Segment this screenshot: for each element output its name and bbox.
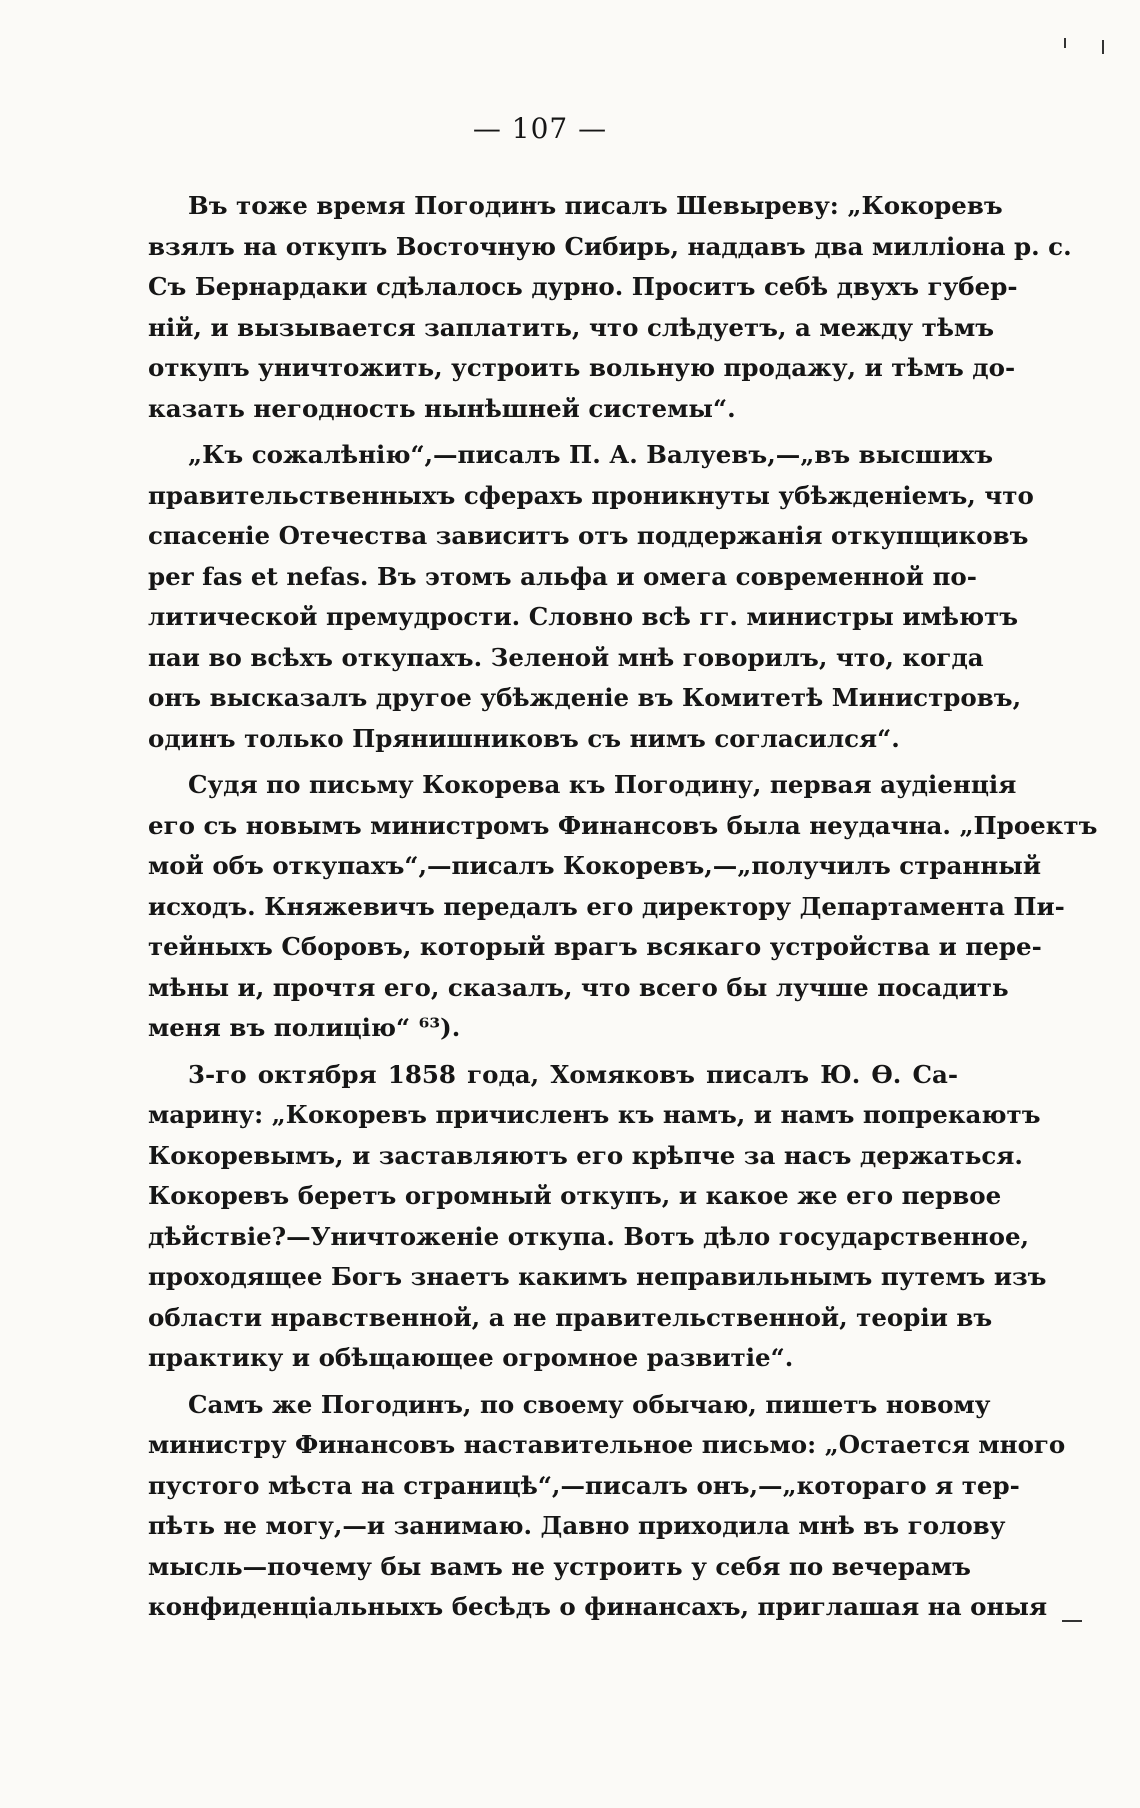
text-line: пустого мѣста на страницѣ“,—писалъ онъ,—„котораго я тер- <box>148 1470 1020 1500</box>
text-line: спасеніе Отечества зависитъ отъ поддержанія откупщиковъ <box>148 521 1029 550</box>
text-line: тейныхъ Сборовъ, который врагъ всякаго устройства и пере- <box>148 932 1042 961</box>
body-text <box>148 186 1098 1634</box>
text-line: мой объ откупахъ“,—писалъ Кокоревъ,—„получилъ странный <box>148 851 1042 880</box>
text-line: Кокоревъ беретъ огромный откупъ, и какое же его первое <box>148 1181 1002 1210</box>
text-line: онъ высказалъ другое убѣжденіе въ Комитетѣ Министровъ, <box>148 683 1022 712</box>
text-line: марину: „Кокоревъ причисленъ къ намъ, и намъ попрекаютъ <box>148 1100 1041 1129</box>
page-number: — 107 — <box>472 112 608 145</box>
text-line: 3-го октября 1858 года, Хомяковъ писалъ Ю. Ѳ. Са- <box>188 1059 958 1089</box>
text-line: конфиденціальныхъ бесѣдъ о финансахъ, приглашая на оныя <box>148 1592 1048 1621</box>
text-line: практику и обѣщающее огромное развитіе“. <box>148 1343 794 1372</box>
text-line: мѣны и, прочтя его, сказалъ, что всего бы лучше посадить <box>148 972 1009 1002</box>
text-line: ній, и вызывается заплатить, что слѣдуетъ, а между тѣмъ <box>148 312 995 342</box>
text-line: Кокоревымъ, и заставляютъ его крѣпче за насъ держаться. <box>148 1140 1023 1170</box>
text-line: пѣть не могу,—и занимаю. Давно приходила мнѣ въ голову <box>148 1511 1006 1540</box>
text-line: per fas et nefas. Въ этомъ альфа и омега современной по- <box>148 561 977 591</box>
text-line: министру Финансовъ наставительное письмо: „Остается много <box>148 1430 1066 1459</box>
text-line: области нравственной, а не правительственной, теоріи въ <box>148 1302 993 1332</box>
text-line: меня въ полицію“ ⁶³). <box>148 1013 461 1042</box>
paragraph-1 <box>148 186 1072 429</box>
text-line: паи во всѣхъ откупахъ. Зеленой мнѣ говорилъ, что, когда <box>148 642 984 672</box>
text-line: проходящее Богъ знаетъ какимъ неправильнымъ путемъ изъ <box>148 1262 1047 1291</box>
paragraph-3 <box>148 765 1098 1049</box>
paragraph-4 <box>148 1055 1047 1379</box>
text-line: Судя по письму Кокорева къ Погодину, первая аудіенція <box>188 770 1017 799</box>
paragraph-2 <box>148 435 1034 759</box>
text-line: взялъ на откупъ Восточную Сибирь, наддавъ два милліона р. с. <box>148 231 1072 261</box>
text-line: Въ тоже время Погодинъ писалъ Шевыреву: „Кокоревъ <box>188 191 1003 220</box>
text-line: откупъ уничтожить, устроить вольную продажу, и тѣмъ до- <box>148 353 1016 382</box>
scan-speck <box>1064 38 1066 48</box>
scan-speck <box>1062 1620 1082 1622</box>
text-line: исходъ. Княжевичъ передалъ его директору Департамента Пи- <box>148 891 1065 921</box>
text-line: литической премудрости. Словно всѣ гг. министры имѣютъ <box>148 602 1019 631</box>
text-line: дѣйствіе?—Уничтоженіе откупа. Вотъ дѣло государственное, <box>148 1221 1030 1251</box>
text-line: его съ новымъ министромъ Финансовъ была неудачна. „Проектъ <box>148 810 1098 840</box>
text-line: Съ Бернардаки сдѣлалось дурно. Проситъ себѣ двухъ губер- <box>148 272 1018 301</box>
text-line: Самъ же Погодинъ, по своему обычаю, пишетъ новому <box>188 1389 991 1419</box>
text-line: казать негодность нынѣшней системы“. <box>148 393 736 423</box>
text-line: одинъ только Прянишниковъ съ нимъ согласился“. <box>148 723 900 753</box>
text-line: мысль—почему бы вамъ не устроить у себя по вечерамъ <box>148 1551 971 1581</box>
text-line: правительственныхъ сферахъ проникнуты убѣжденіемъ, что <box>148 480 1034 510</box>
text-line: „Къ сожалѣнію“,—писалъ П. А. Валуевъ,—„въ высшихъ <box>188 440 994 469</box>
paragraph-5 <box>148 1385 1066 1628</box>
scan-speck <box>1102 40 1104 54</box>
